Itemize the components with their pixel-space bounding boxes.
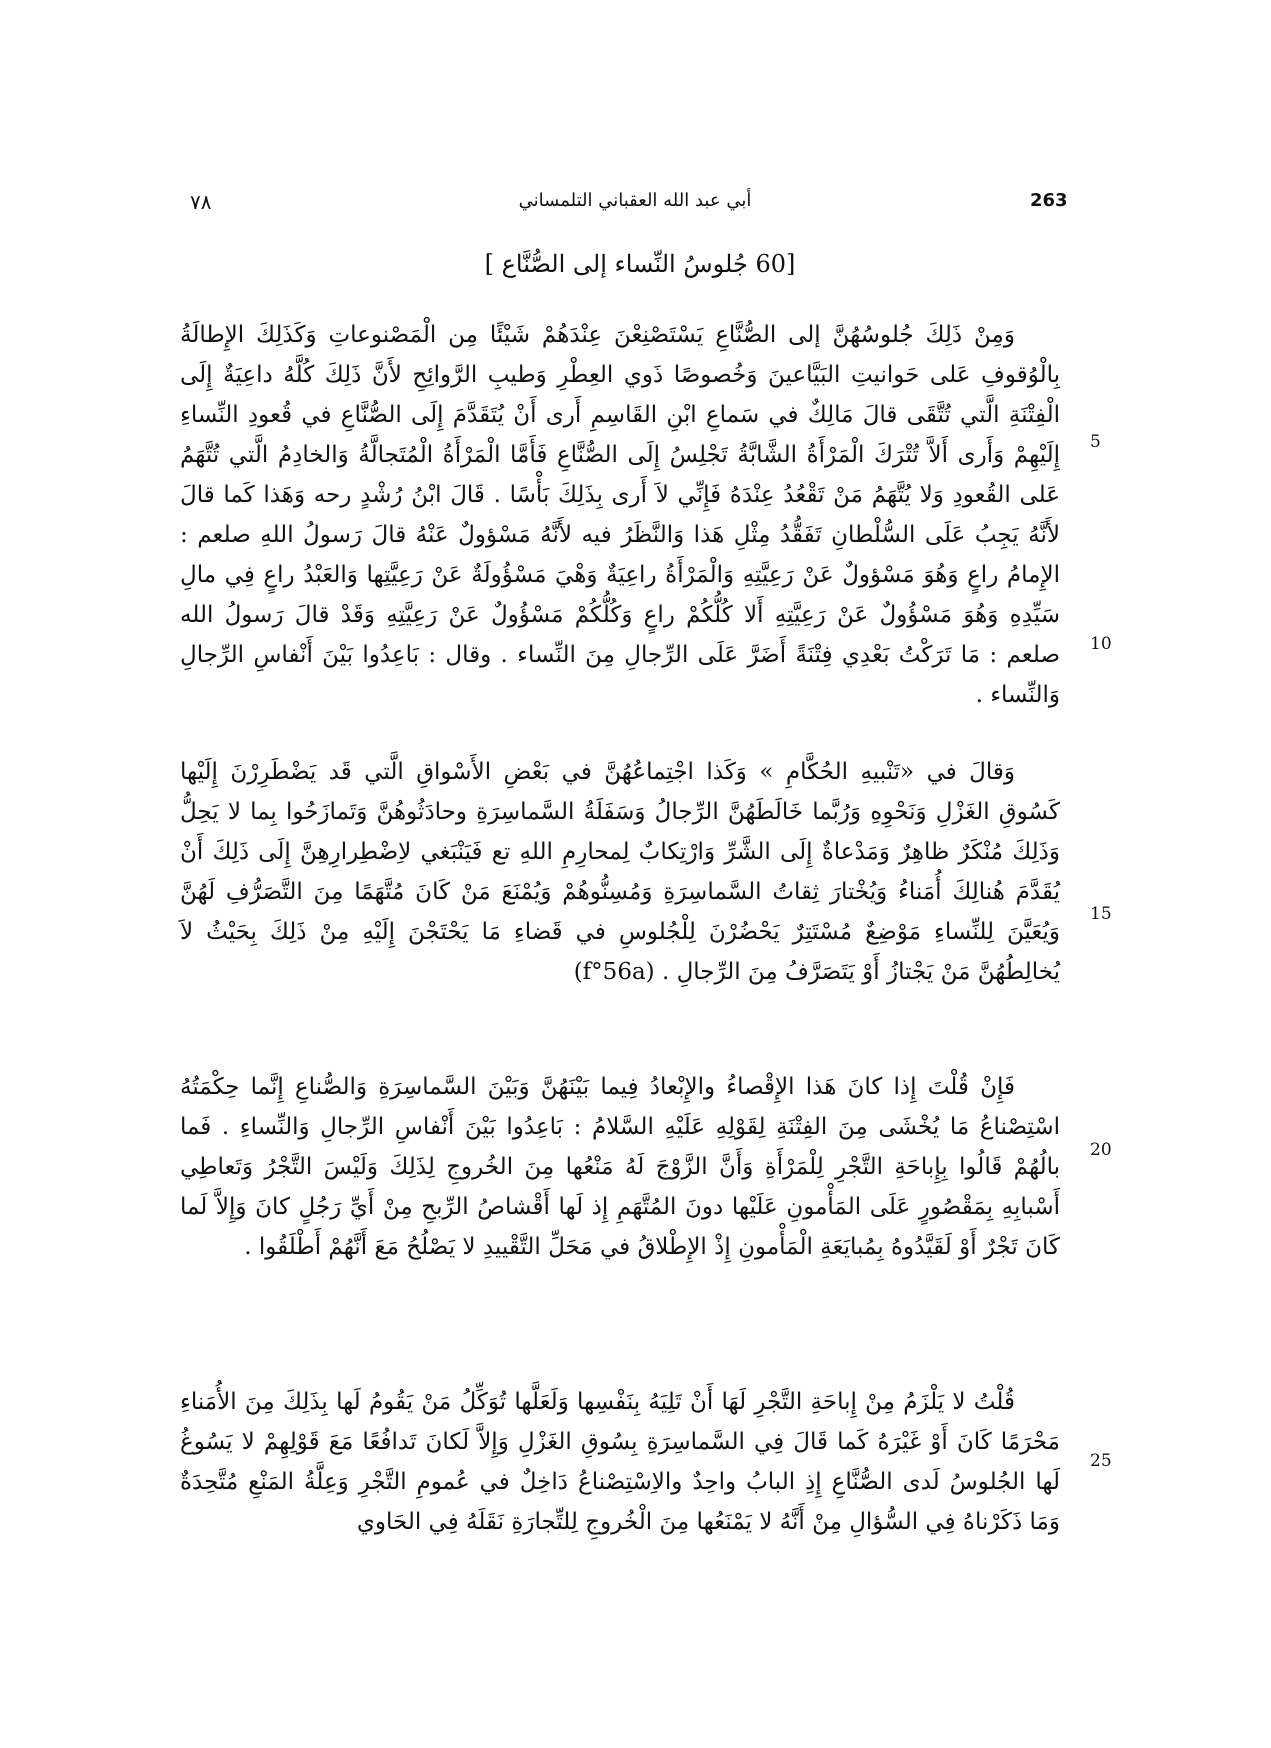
section-title: [60 جُلوسُ النِّساء إلى الصُّنَّاع ] [484, 250, 796, 278]
line-number: 25 [1090, 1451, 1112, 1471]
paragraph-4 [180, 1382, 1060, 1542]
paragraph-1 [180, 315, 1060, 715]
running-title: أبي عبد الله العقباني التلمساني [518, 190, 752, 211]
paragraph-4-text: قُلْتُ لا يَلْزَمُ مِنْ إِباحَةِ التَّجْرِ لَهَا أَنْ تَلِيَهُ بِنَفْسِها وَلَعَلَّها تُوَكِّلُ مَنْ يَقُومُ لَها بِذَلِكَ مِنَ الأُمَناءِ مَحْرَمًا كَانَ أَوْ غَيْرَهُ كَما قَالَ فِي السَّماسِرَةِ بِسُوقِ الغَزْلِ وَإِلاَّ لَكانَ تَدافُعًا مَعَ قَوْلِهِمْ لا يَسُوغُ لَها الجُلوسُ لَدى الصُّنَّاعِ إِذِ البابُ واحِدٌ والاِسْتِصْناعُ دَاخِلٌ في عُمومِ التَّجْرِ وَعِلَّةُ المَنْعِ مُتَّحِدَةٌ وَمَا ذَكَرْناهُ فِي السُّؤالِ مِنْ أَنَّهُ لا يَمْنَعُها مِنَ الْخُروجِ لِلتِّجارَةِ نَقَلَهُ فِي الحَاوي [180, 1389, 1060, 1535]
line-number: 5 [1090, 432, 1101, 452]
line-number: 10 [1090, 634, 1112, 654]
paragraph-3-text: فَإِنْ قُلْتَ إِذا كانَ هَذا الإِقْصاءُ والإِبْعادُ فِيما بَيْنَهُنَّ وَبَيْنَ السَّماسِرَةِ وَالصُّناعِ إِنَّما حِكْمَتُهُ اسْتِصْناعُ مَا يُخْشَى مِنَ الفِتْنَةِ لِقَوْلِهِ عَلَيْهِ السَّلامُ : بَاعِدُوا بَيْنَ أَنْفاسِ الرِّجالِ وَالنِّساءِ . فَما بالُهُمْ قَالُوا بِإِباحَةِ التَّجْرِ لِلْمَرْأَةِ وَأَنَّ الزَّوْجَ لَهُ مَنْعُها مِنَ الخُروجِ لِذَلِكَ وَلَيْسَ التَّجْرُ وَتَعاطِي أَسْبابِهِ بِمَقْصُورٍ عَلَى المَأْمونِ عَلَيْها دونَ المُتَّهَمِ إِذ لَها أَقْشاصُ الرِّبحِ مِنْ أَيِّ رَجُلٍ كانَ وَإِلاَّ لَما كَانَ تَجْرٌ أَوْ لَقَيَّدُوهُ بِمُبايَعَةِ الْمَأْمونِ إِذْ الإِطْلاقُ في مَحَلِّ التَّقْييدِ لا يَصْلُحُ مَعَ أَنَّهُمْ أَطْلَقُوا . [180, 1074, 1060, 1260]
paragraph-2-text: وَقالَ في «تَنْبيهِ الحُكَّامِ » وَكَذا اجْتِماعُهُنَّ في بَعْضِ الأَسْواقِ الَّتي قَد يَضْطَرِرْنَ إِلَيْها كَسُوقِ الغَزْلِ وَنَحْوِهِ وَرُبَّما خَالَطَهُنَّ الرِّجالُ وَسَفَلَةُ السَّماسِرَةِ وحادَثُوهُنَّ وَتَمازَحُوا بِما لا يَحِلُّ وَذَلِكَ مُنْكَرٌ ظاهِرٌ وَمَدْعاةٌ إِلَى الشَّرِّ وَارْتِكابٌ لِمحارِمِ اللهِ تع فَيَنْبَغي لاِضْطِرارِهِنَّ إِلَى ذَلِكَ أَنْ يُقَدَّمَ هُنالِكَ أُمَناءُ وَيُخْتارَ ثِقاتُ السَّماسِرَةِ وَمُسِنُّوهُمْ وَيُمْنَعَ مَنْ كَانَ مُتَّهَمًا مِنَ التَّصَرُّفِ لَهُنَّ وَيُعَيَّنَ لِلنِّساءِ مَوْضِعٌ مُسْتَتِرٌ يَحْضُرْنَ لِلْجُلوسِ في قَضاءِ مَا يَحْتَجْنَ إِلَيْهِ مِنْ ذَلِكَ بِحَيْثُ لاَ يُخالِطُهُنَّ مَنْ يَجْتازُ أَوْ يَتَصَرَّفُ مِنَ الرِّجالِ . (f°56a) [180, 759, 1061, 985]
paragraph-2 [180, 752, 1060, 992]
paragraph-3 [180, 1067, 1060, 1267]
line-number: 15 [1090, 904, 1112, 924]
line-number: 20 [1090, 1140, 1112, 1160]
arabic-page-number: ٧٨ [190, 190, 212, 214]
page-number: 263 [1030, 190, 1068, 211]
paragraph-1-text: وَمِنْ ذَلِكَ جُلوسُهُنَّ إلى الصُّنَّاعِ يَسْتَصْنِعْنَ عِنْدَهُمْ شَيْئًا مِن الْمَصْنوعاتِ وَكَذَلِكَ الإِطالَةُ بِالْوُقوفِ عَلى حَوانيتِ البَيَّاعينَ وَخُصوصًا ذَوي العِطْرِ وَطيبِ الرَّوائِحِ لأَنَّ ذَلِكَ كُلَّهُ داعِيَةٌ إِلَى الْفِتْنَةِ الَّتي تُتَّقَى قالَ مَالِكٌ في سَماعِ ابْنِ القَاسِمِ أَرى أَنْ يُتَقَدَّمَ إِلَى الصُّنَّاعِ في قُعودِ النِّساءِ إِلَيْهِمْ وَأَرى أَلاَّ تُتْرَكَ الْمَرْأَةُ الشَّابَّةُ تَجْلِسُ إِلَى الصُّنَّاعِ فَأَمَّا الْمَرْأَةُ الْمُتَجالَّةُ وَالخادِمُ الَّتي تُتَّهَمُ عَلى القُعودِ وَلا يُتَّهَمُ مَنْ تَقْعُدُ عِنْدَهُ فَإِنِّي لاَ أَرى بِذَلِكَ بَأْسًا . قَالَ ابْنُ رُشْدٍ رحه وَهَذا كَما قالَ لأَنَّهُ يَجِبُ عَلَى السُّلْطانِ تَفَقُّدُ مِثْلِ هَذا وَالنَّظَرُ فيه لأَنَّهُ مَسْؤولٌ عَنْهُ قالَ رَسولُ اللهِ صلعم : الإِمامُ راعٍ وَهُوَ مَسْؤولٌ عَنْ رَعِيَّتِهِ وَالْمَرْأَةُ راعِيَةٌ وَهْيَ مَسْؤُولَةٌ عَنْ رَعِيَّتِها وَالعَبْدُ راعٍ فِي مالِ سَيِّدِهِ وَهُوَ مَسْؤُولٌ عَنْ رَعِيَّتِهِ أَلا كُلُّكُمْ راعٍ وَكُلُّكُمْ مَسْؤُولٌ عَنْ رَعِيَّتِهِ وَقَدْ قالَ رَسولُ الله صلعم : مَا تَرَكْتُ بَعْدِي فِتْنَةً أَضَرَّ عَلَى الرِّجالِ مِنَ النِّساء . وقال : بَاعِدُوا بَيْنَ أَنْفاسِ الرِّجالِ وَالنِّساء . [180, 322, 1060, 708]
